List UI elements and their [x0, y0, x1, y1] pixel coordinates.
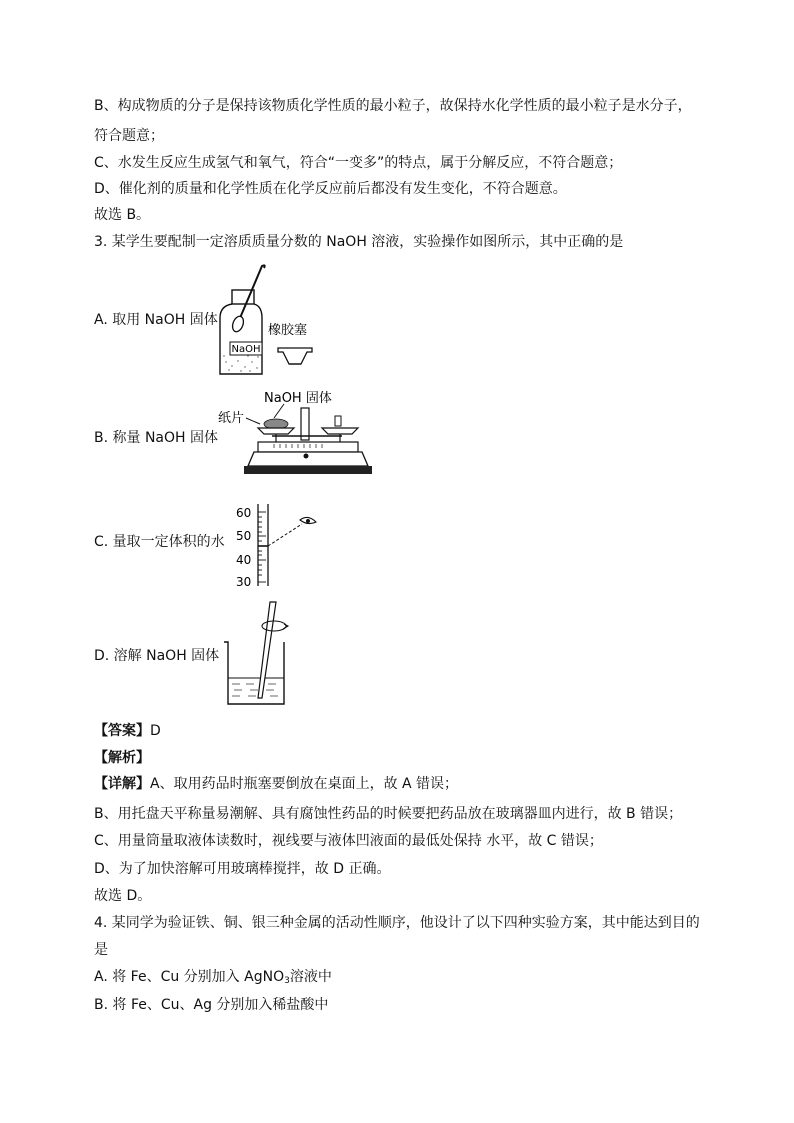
q4-option-a	[94, 967, 332, 991]
detail-label: 【详解】	[94, 776, 150, 792]
detail-c: C、用量筒量取液体读数时，视线要与液体凹液面的最低处保持 水平，故 C 错误；	[94, 833, 603, 849]
q3-conclusion: 故选 D。	[94, 888, 152, 904]
tick-50: 50	[236, 529, 252, 543]
stopper-label: 橡胶塞	[268, 323, 308, 338]
q3-option-c: C. 量取一定体积的水	[94, 534, 225, 550]
answer-label: 【答案】	[94, 723, 150, 739]
cylinder-drawing	[230, 500, 330, 590]
figure-b-balance	[214, 386, 374, 482]
q4-stem-line1: 4. 某同学为验证铁、铜、银三种金属的活动性顺序，他设计了以下四种实验方案，其中能达到目的	[94, 915, 700, 931]
figure-a-reagent-jar	[212, 262, 322, 380]
q3-option-a: A. 取用 NaOH 固体	[94, 312, 218, 328]
q3-stem: 3. 某学生要配制一定溶质质量分数的 NaOH 溶液，实验操作如图所示，其中正确的是	[94, 234, 624, 250]
figure-d-beaker	[220, 598, 300, 710]
detail-a-row	[94, 774, 458, 794]
figure-c-cylinder	[230, 500, 330, 590]
answer-row	[94, 721, 161, 741]
beaker-drawing	[220, 598, 300, 710]
q3-option-b: B. 称量 NaOH 固体	[94, 430, 219, 446]
tick-30: 30	[236, 575, 252, 589]
q4-option-a-sub: 3	[284, 976, 290, 986]
prev-c-line: C、水发生反应生成氢气和氧气，符合“一变多”的特点，属于分解反应，不符合题意；	[94, 155, 623, 171]
q4-stem-line2: 是	[94, 942, 108, 958]
jar-label: NaOH	[231, 344, 261, 355]
detail-b: B、用托盘天平称量易潮解、具有腐蚀性药品的时候要把药品放在玻璃器皿内进行，故 B 错误；	[94, 806, 683, 822]
prev-b-line1: B、构成物质的分子是保持该物质化学性质的最小粒子，故保持水化学性质的最小粒子是水分子，	[94, 98, 692, 114]
balance-drawing	[214, 386, 374, 482]
q3-option-d: D. 溶解 NaOH 固体	[94, 648, 220, 664]
detail-a: A、取用药品时瓶塞要倒放在桌面上，故 A 错误；	[150, 776, 459, 792]
tick-60: 60	[236, 506, 252, 520]
prev-conclusion: 故选 B。	[94, 207, 151, 223]
paper-label: 纸片	[218, 411, 245, 426]
q4-option-a-pre: A. 将 Fe、Cu 分别加入 AgNO	[94, 969, 285, 985]
q4-option-a-post: 溶液中	[289, 969, 332, 985]
prev-d-line: D、催化剂的质量和化学性质在化学反应前后都没有发生变化，不符合题意。	[94, 181, 567, 197]
solid-label: NaOH 固体	[264, 391, 332, 406]
q4-option-b: B. 将 Fe、Cu、Ag 分别加入稀盐酸中	[94, 997, 329, 1013]
tick-40: 40	[236, 553, 252, 567]
prev-b-line2: 符合题意；	[94, 128, 164, 144]
jar-and-stopper-drawing	[212, 262, 322, 380]
detail-d: D、为了加快溶解可用玻璃棒搅拌，故 D 正确。	[94, 861, 391, 877]
answer-value: D	[150, 723, 161, 739]
analysis-label: 【解析】	[94, 750, 150, 766]
